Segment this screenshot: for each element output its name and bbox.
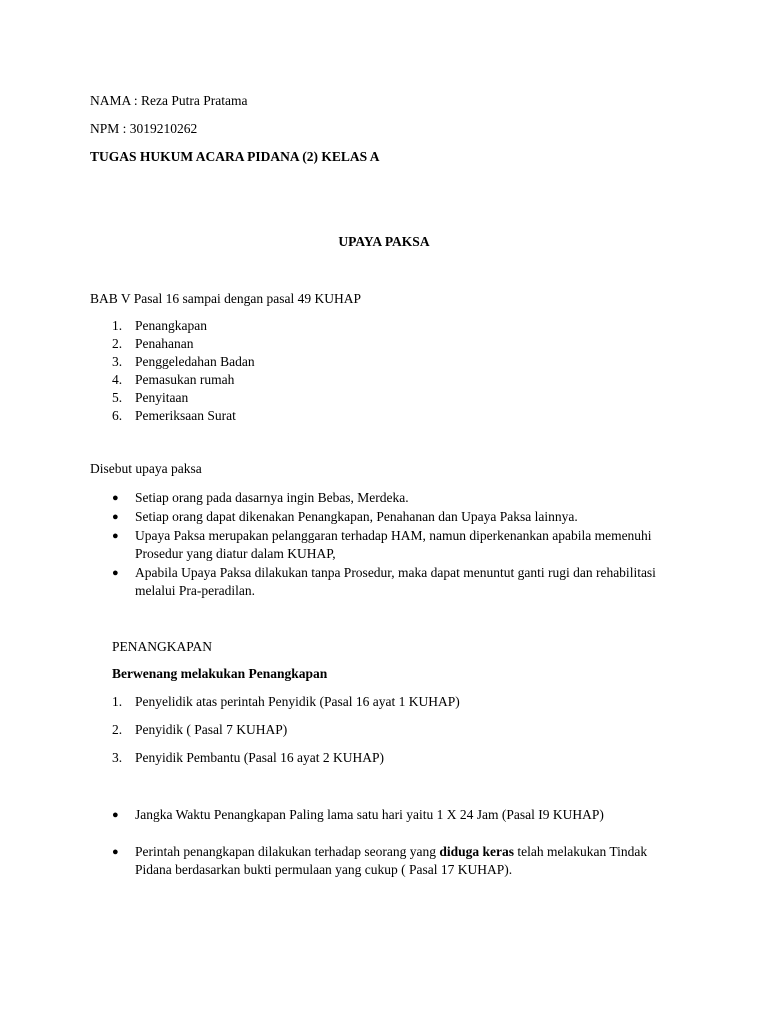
npm-line: NPM : 3019210262 [90, 121, 198, 136]
bullet-icon: ● [112, 511, 119, 523]
bullet-icon: ● [112, 846, 119, 858]
bullet-order: ● Perintah penangkapan dilakukan terhadap seorang yang diduga keras telah melakukan Tindak Pidana berdasarkan bukti permulaan yang cukup ( Pasal 17 KUHAP). [112, 844, 648, 877]
list-item: ● Upaya Paksa merupakan pelanggaran terhadap HAM, namun diperkenankan apabila memenuhi Prosedur yang diatur dalam KUHAP, [112, 528, 652, 561]
bullet-icon: ● [112, 809, 119, 821]
list-item: 2. Penahanan [112, 336, 194, 351]
task-line: TUGAS HUKUM ACARA PIDANA (2) KELAS A [90, 149, 380, 164]
list-item: ● Apabila Upaya Paksa dilakukan tanpa Prosedur, maka dapat menuntut ganti rugi dan rehabilitasi melalui Pra-peradilan. [112, 565, 656, 598]
bullet-icon: ● [112, 492, 119, 504]
disebut-line: Disebut upaya paksa [90, 461, 202, 476]
page-title: UPAYA PAKSA [338, 234, 430, 249]
list-item: 1. Penangkapan [112, 318, 207, 333]
sub-heading: Berwenang melakukan Penangkapan [112, 666, 328, 681]
list-item: 4. Pemasukan rumah [112, 372, 235, 387]
authority-item-2: 2. Penyidik ( Pasal 7 KUHAP) [112, 722, 288, 737]
list-item: 3. Penggeledahan Badan [112, 354, 255, 369]
bold-phrase: diduga keras [439, 844, 515, 859]
bullet-icon: ● [112, 530, 119, 542]
bullet-icon: ● [112, 567, 119, 579]
bullet-duration: ● Jangka Waktu Penangkapan Paling lama satu hari yaitu 1 X 24 Jam (Pasal I9 KUHAP) [112, 807, 604, 822]
list-item: 6. Pemeriksaan Surat [112, 408, 236, 423]
upaya-paksa-list [90, 317, 690, 425]
section-heading: PENANGKAPAN [112, 639, 213, 654]
authority-item-1: 1. Penyelidik atas perintah Penyidik (Pasal 16 ayat 1 KUHAP) [112, 694, 460, 709]
list-item: ● Setiap orang dapat dikenakan Penangkapan, Penahanan dan Upaya Paksa lainnya. [112, 509, 578, 524]
intro-line: BAB V Pasal 16 sampai dengan pasal 49 KUHAP [90, 291, 361, 306]
bullet-list-upaya [90, 489, 690, 601]
name-line: NAMA : Reza Putra Pratama [90, 93, 248, 108]
list-item: 5. Penyitaan [112, 390, 189, 405]
list-item: ● Setiap orang pada dasarnya ingin Bebas, Merdeka. [112, 490, 409, 505]
authority-item-3: 3. Penyidik Pembantu (Pasal 16 ayat 2 KUHAP) [112, 750, 384, 765]
